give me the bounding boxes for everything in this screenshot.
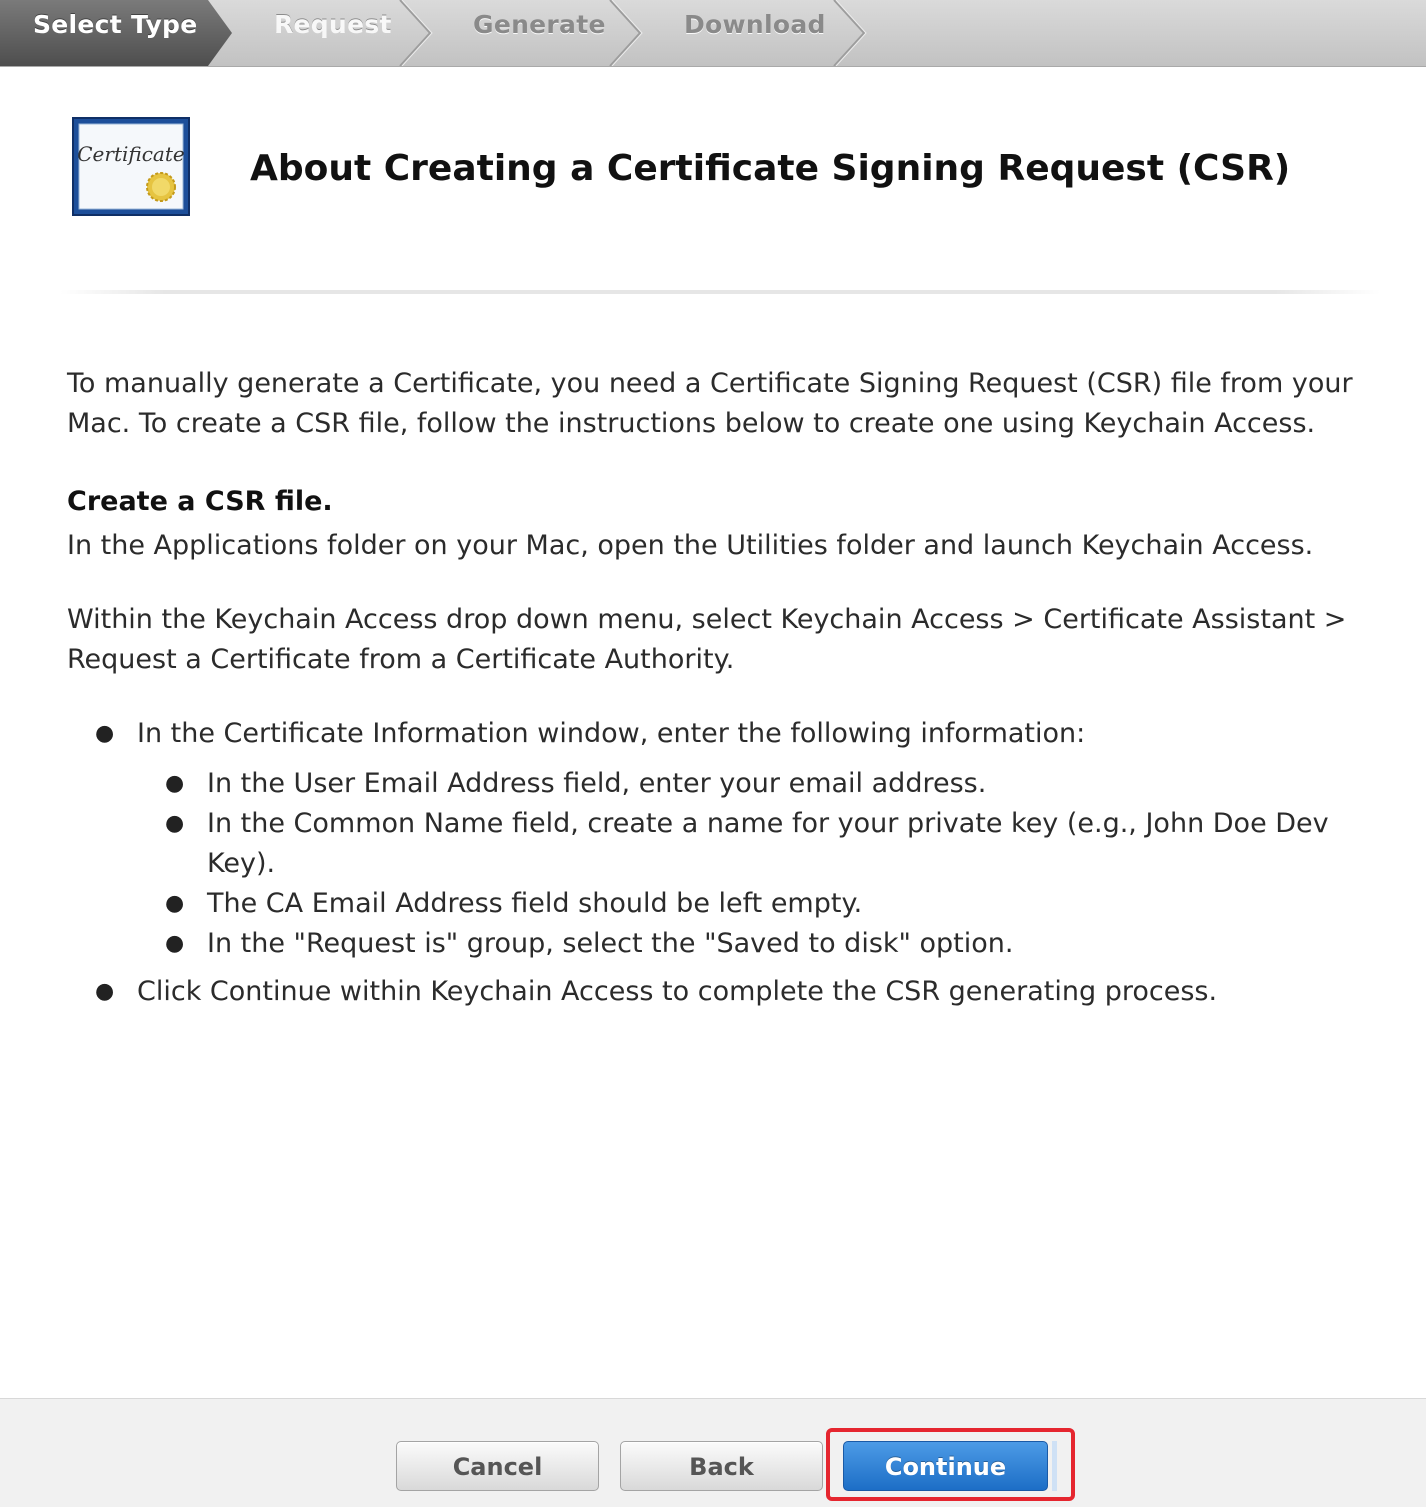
svg-text:Certificate: Certificate	[77, 142, 185, 166]
instruction-list	[67, 714, 1357, 1012]
step-separator	[400, 0, 430, 66]
bullet-icon: ●	[165, 931, 185, 956]
instruction-paragraph: Within the Keychain Access drop down menu, select Keychain Access > Certificate Assistant > Request a Certificate from a Certificate Authority.	[67, 604, 1347, 675]
footer-bar	[0, 1398, 1426, 1507]
continue-button[interactable]: Continue	[843, 1441, 1048, 1491]
certificate-icon	[72, 117, 190, 216]
instruction-paragraph: In the Applications folder on your Mac, open the Utilities folder and launch Keychain Access.	[67, 530, 1314, 561]
list-item	[67, 972, 1357, 1012]
step-request: Request	[274, 10, 392, 39]
bullet-icon: ●	[95, 721, 115, 746]
step-select-type: Select Type	[33, 10, 198, 39]
list-item	[137, 804, 1357, 884]
list-item	[137, 924, 1357, 964]
list-item-text: In the Common Name field, create a name for your private key (e.g., John Doe Dev Key).	[207, 808, 1329, 879]
back-button[interactable]: Back	[620, 1441, 823, 1491]
list-item-text: In the Certificate Information window, enter the following information:	[137, 718, 1086, 749]
page-title: About Creating a Certificate Signing Request (CSR)	[250, 148, 1291, 189]
intro-text: To manually generate a Certificate, you need a Certificate Signing Request (CSR) file from your Mac. To create a CSR file, follow the instructions below to create one using Keychain Access.	[67, 368, 1353, 439]
step-generate: Generate	[473, 10, 606, 39]
instructions-content	[67, 364, 1357, 1012]
bullet-icon: ●	[165, 811, 185, 836]
bullet-icon: ●	[95, 979, 115, 1004]
list-item	[137, 764, 1357, 804]
list-item-text: Click Continue within Keychain Access to complete the CSR generating process.	[137, 976, 1218, 1007]
cancel-button[interactable]: Cancel	[396, 1441, 599, 1491]
list-item-text: The CA Email Address field should be left empty.	[207, 888, 863, 919]
step-separator	[610, 0, 640, 66]
sub-list	[137, 764, 1357, 964]
bullet-icon: ●	[165, 771, 185, 796]
step-separator	[834, 0, 864, 66]
list-item-text: In the "Request is" group, select the "Saved to disk" option.	[207, 928, 1014, 959]
list-item	[137, 884, 1357, 924]
list-item	[67, 714, 1357, 964]
list-item-text: In the User Email Address field, enter your email address.	[207, 768, 987, 799]
step-download: Download	[684, 10, 826, 39]
step-progress-bar	[0, 0, 1426, 67]
button-edge	[1052, 1441, 1057, 1491]
bullet-icon: ●	[165, 891, 185, 916]
section-heading: Create a CSR file.	[67, 486, 333, 517]
divider	[60, 290, 1380, 294]
